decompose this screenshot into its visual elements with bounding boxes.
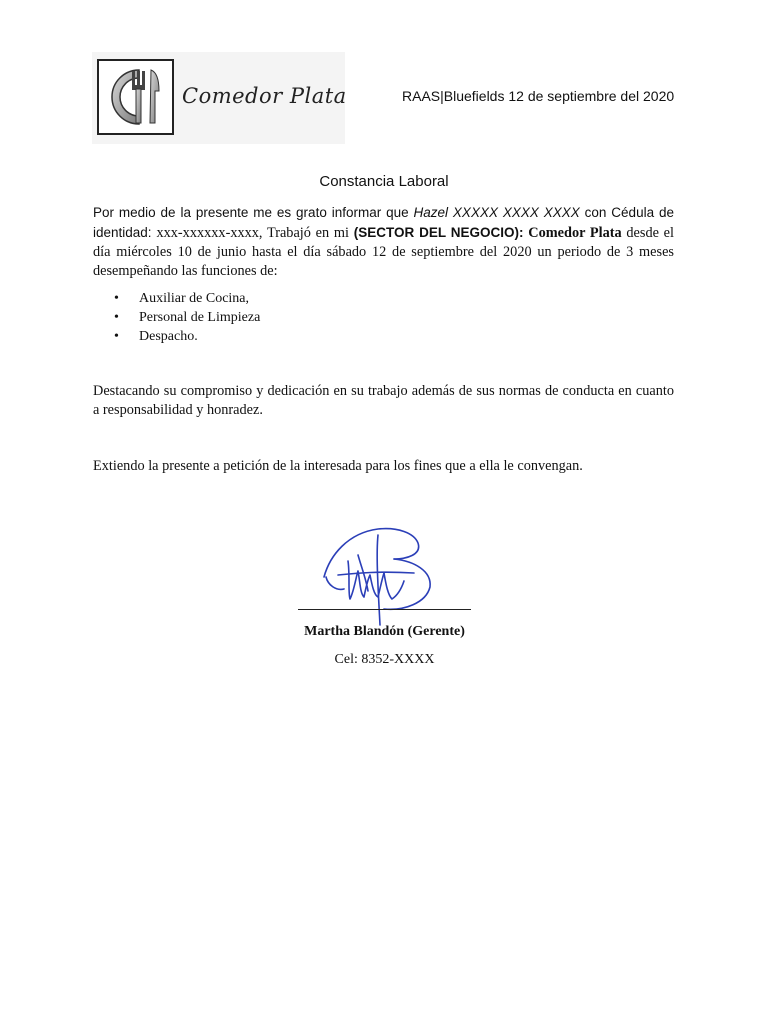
bullet-icon: • [114, 310, 119, 325]
logo-text: Comedor Plata [182, 84, 347, 108]
duty-label: Personal de Limpieza [139, 310, 261, 325]
duty-label: Despacho. [139, 329, 198, 344]
list-item [93, 289, 260, 308]
duties-list [93, 289, 260, 346]
handwritten-signature [318, 515, 442, 635]
bullet-icon: • [114, 329, 119, 344]
signer-name: Martha Blandón (Gerente) [304, 624, 465, 639]
place-and-date: RAAS|Bluefields 12 de septiembre del 2020 [402, 88, 675, 104]
business-sector: (SECTOR DEL NEGOCIO): [353, 225, 524, 240]
signature-line [298, 609, 471, 610]
conduct-paragraph: Destacando su compromiso y dedicación en su trabajo además de sus normas de conducta en cuanto a responsabilidad y honradez. [93, 383, 674, 418]
id-number: xxx-xxxxxx-xxxx [156, 225, 259, 241]
closing-paragraph: Extiendo la presente a petición de la interesada para los fines que a ella le convengan. [93, 458, 583, 474]
intro-text-4: desde el día miércoles 10 de junio hasta el día sábado 12 de septiembre del 2020 un periodo de 3 meses desempeñando las funciones de: [93, 225, 674, 279]
intro-text-3: , Trabajó en mi [258, 225, 354, 241]
list-item [93, 308, 260, 327]
company-logo [92, 52, 345, 144]
document-title: Constancia Laboral [319, 173, 449, 190]
list-item [93, 327, 260, 346]
business-name: Comedor Plata [523, 225, 622, 241]
intro-paragraph [93, 203, 674, 281]
bullet-icon: • [114, 291, 119, 306]
intro-text-2: con Cédula de identidad: [93, 205, 674, 240]
intro-text-1: Por medio de la presente me es grato informar que [93, 205, 414, 220]
employee-name: Hazel XXXXX XXXX XXXX [413, 205, 580, 220]
signer-phone: Cel: 8352-XXXX [334, 652, 435, 667]
duty-label: Auxiliar de Cocina, [139, 291, 250, 306]
fork-knife-plate-icon [97, 59, 174, 135]
